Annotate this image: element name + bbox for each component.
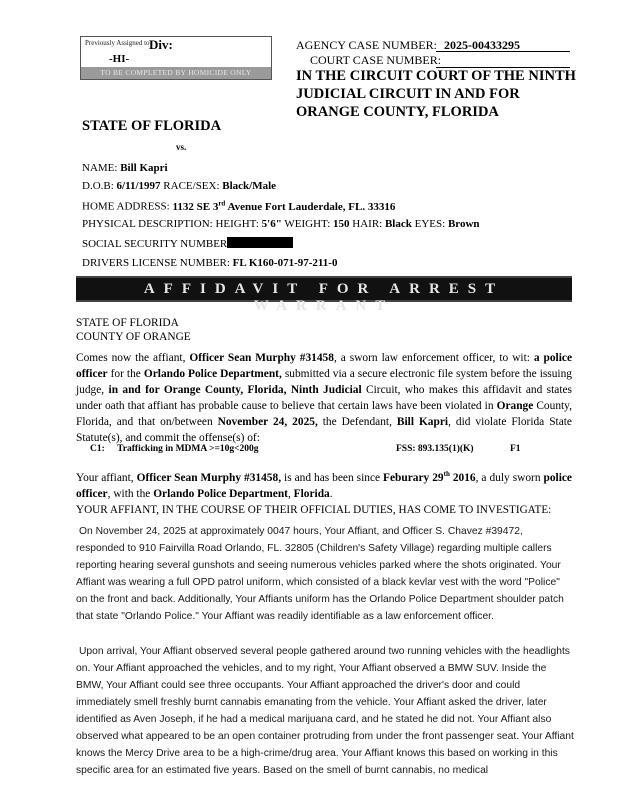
assignment-note: TO BE COMPLETED BY HOMICIDE ONLY [100,68,252,77]
charge-degree: F1 [510,444,521,454]
address-value: 1132 SE 3rd Avenue Fort Lauderdale, FL. 33316 [172,199,396,213]
charge-row [90,444,560,454]
physical-field [82,218,480,230]
eyes-label: EYES: [414,218,446,230]
dob-label: D.O.B: [82,180,114,192]
race-sex-value: Black/Male [222,180,277,192]
venue-block [76,316,191,344]
weight-label: WEIGHT: [284,218,331,230]
service-paragraph: Your affiant, Officer Sean Murphy #31458, is and has been since Feburary 29th 2016, a duly sworn police officer, with the Orlando Police Department, Florida. [76,470,572,500]
state-heading: STATE OF FLORIDA [82,118,222,134]
dl-value: FL K160-071-97-211-0 [232,257,338,269]
affiant-paragraph: Comes now the affiant, Officer Sean Murphy #31458, a sworn law enforcement officer, to wit: a police officer for the Orlando Police Department, submitted via a secure electronic file system before the issuing judge, in and for Orange County, Florida, Ninth Judicial Circuit, who makes this affidavit and states under oath that affiant has probable cause to believe that certain laws have been violated in Orange County, Florida, and that on/between November 24, 2025, the Defendant, Bill Kapri, did violate Florida State Statute(s), and commit the offense(s) of: [76,352,573,444]
dob-field [82,180,276,192]
name-label: NAME: [82,162,118,174]
assigned-div-label: Div: [149,37,173,52]
affidavit-banner-title: AFFIDAVIT FOR ARREST WARRANT [143,281,505,314]
court-case-label: COURT CASE NUMBER: [310,53,442,67]
agency-case-number: 2025-00433295 [444,38,520,52]
weight-value: 150 [333,218,350,230]
narrative-paragraph-1: On November 24, 2025 at approximately 0047 hours, Your Affiant, and Officer S. Chavez #39472, responded to 910 Fairvilla Road Orlando, FL. 32805 (Children's Safety Village) regarding multiple callers reporting hearing several gunshots and seeing numerous vehicles parked where the shots originated. Your Affiant was wearing a full OPD patrol uniform, which consisted of a black kevlar vest with the word "Police" on the front and back. Additionally, Your Affiants uniform has the Orlando Police Department shoulder patch that state "Orlando Police." Your Affiant was readily identifiable as a law enforcement officer. [76,526,564,622]
versus-label: vs. [176,142,187,152]
affidavit-banner [76,276,572,314]
dob-value: 6/11/1997 [116,180,161,192]
agency-case-label: AGENCY CASE NUMBER: [296,38,437,52]
physical-label: PHYSICAL DESCRIPTION: HEIGHT: [82,218,259,230]
charge-offense: Trafficking in MDMA >=10g<200g [117,444,259,454]
hair-value: Black [384,218,412,230]
eyes-value: Brown [447,218,480,230]
charge-statute: FSS: 893.135(1)(K) [396,444,474,454]
charge-code: C1: [90,444,105,454]
hair-label: HAIR: [352,218,383,230]
ssn-field [82,237,293,250]
race-sex-label: RACE/SEX: [163,180,220,192]
name-field [82,162,168,174]
dl-label: DRIVERS LICENSE NUMBER: [82,257,230,269]
assignment-box [80,36,272,80]
address-label: HOME ADDRESS: [82,200,170,213]
defendant-name: Bill Kapri [120,162,168,174]
assigned-label: Previously Assigned to [85,39,150,47]
ssn-redaction [227,237,293,248]
height-value: 5'6" [261,218,282,230]
narrative-paragraph-2: Upon arrival, Your Affiant observed several people gathered around two running vehicles with the headlights on. Your Affiant approached the vehicles, and to my right, Your Affiant observed a BMW SUV. Inside the BMW, Your Affiant could see three occupants. Your Affiant approached the driver's door and could immediately smell freshly burnt cannabis emanating from the vehicle. Your Affiant asked the driver, later identified as Aven Joseph, if he had a medical marijuana card, and he stated he did not. Your Affiant also observed what appeared to be an open container protruding from under the front passenger seat. Your Affiant knows the Mercy Drive area to be a high-crime/drug area. Your Affiant knows this based on working in this specific area for an estimated five years. Based on the smell of burnt cannabis, no medical [76,646,574,776]
venue-state: STATE OF FLORIDA [76,317,179,329]
court-heading: IN THE CIRCUIT COURT OF THE NINTH JUDICIAL CIRCUIT IN AND FOR ORANGE COUNTY, FLORIDA [296,68,576,120]
investigation-heading: YOUR AFFIANT, IN THE COURSE OF THEIR OFFICIAL DUTIES, HAS COME TO INVESTIGATE: [76,504,552,516]
address-field [82,199,395,213]
agency-case-underline [436,51,570,52]
venue-county: COUNTY OF ORANGE [76,331,191,343]
ssn-label: SOCIAL SECURITY NUMBER [82,238,228,250]
assigned-value: -HI- [109,53,130,65]
dl-field [82,257,337,269]
